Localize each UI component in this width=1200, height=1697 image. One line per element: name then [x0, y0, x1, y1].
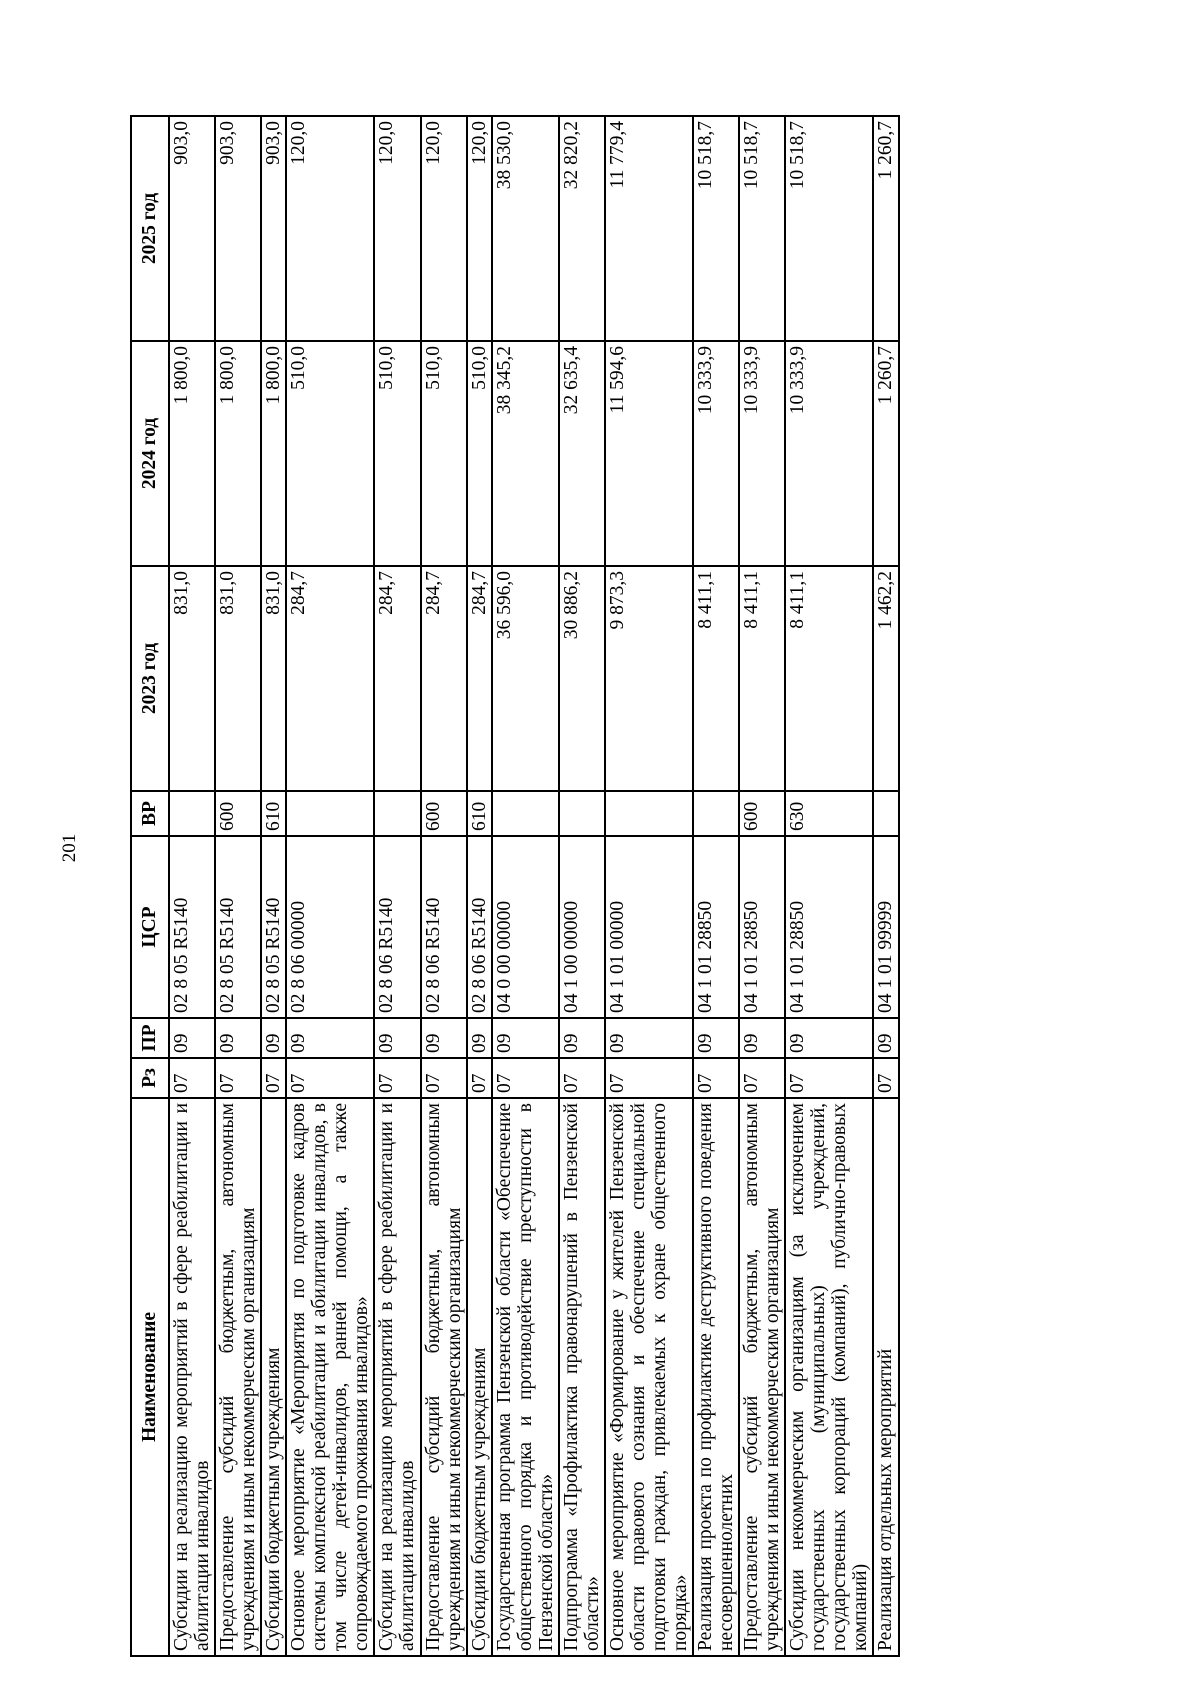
row-value-2024: 1 260,7	[873, 341, 898, 566]
row-name: Основное мероприятие «Мероприятия по подготовке кадров системы комплексной реабилитации и абилитации инвалидов, в том числе детей-инвалидов, ранней помощи, а также сопровождаемого проживания инвалидов»	[286, 1098, 374, 1656]
row-pr: 09	[492, 1018, 559, 1058]
row-name: Предоставление субсидий бюджетным, автономным учреждениям и иным некоммерческим организациям	[215, 1098, 261, 1656]
row-vr	[559, 791, 605, 836]
row-csr: 04 1 01 99999	[873, 836, 898, 1018]
row-pr: 09	[785, 1018, 873, 1058]
row-value-2025: 10 518,7	[785, 116, 873, 341]
row-value-2025: 903,0	[261, 116, 286, 341]
table-row	[739, 116, 785, 1656]
row-value-2023: 8 411,1	[739, 566, 785, 791]
budget-table	[130, 115, 900, 1657]
row-vr	[374, 791, 420, 836]
row-value-2023: 831,0	[261, 566, 286, 791]
row-csr: 04 1 00 00000	[559, 836, 605, 1018]
row-value-2025: 120,0	[374, 116, 420, 341]
row-pr: 09	[605, 1018, 693, 1058]
row-rz: 07	[467, 1058, 492, 1098]
header-csr: ЦСР	[131, 836, 169, 1018]
row-name: Реализация проекта по профилактике деструктивного поведения несовершеннолетних	[693, 1098, 739, 1656]
row-name: Предоставление субсидий бюджетным, автономным учреждениям и иным некоммерческим организациям	[739, 1098, 785, 1656]
row-csr: 04 1 01 00000	[605, 836, 693, 1018]
row-value-2024: 11 594,6	[605, 341, 693, 566]
table-row	[873, 116, 898, 1656]
row-rz: 07	[286, 1058, 374, 1098]
row-value-2024: 510,0	[286, 341, 374, 566]
row-value-2025: 11 779,4	[605, 116, 693, 341]
row-value-2025: 32 820,2	[559, 116, 605, 341]
row-rz: 07	[492, 1058, 559, 1098]
row-value-2023: 9 873,3	[605, 566, 693, 791]
row-csr: 02 8 06 R5140	[421, 836, 467, 1018]
table-header-row	[131, 116, 169, 1656]
table-row	[492, 116, 559, 1656]
row-vr: 610	[467, 791, 492, 836]
row-name: Субсидии на реализацию мероприятий в сфере реабилитации и абилитации инвалидов	[169, 1098, 215, 1656]
row-csr: 04 0 00 00000	[492, 836, 559, 1018]
row-value-2024: 510,0	[421, 341, 467, 566]
header-2025: 2025 год	[131, 116, 169, 341]
row-rz: 07	[693, 1058, 739, 1098]
row-vr	[605, 791, 693, 836]
table-row	[215, 116, 261, 1656]
row-vr	[492, 791, 559, 836]
row-value-2024: 38 345,2	[492, 341, 559, 566]
page-number: 201	[59, 833, 80, 863]
row-vr: 610	[261, 791, 286, 836]
row-pr: 09	[739, 1018, 785, 1058]
row-csr: 04 1 01 28850	[693, 836, 739, 1018]
row-vr	[286, 791, 374, 836]
table-row	[785, 116, 873, 1656]
header-2024: 2024 год	[131, 341, 169, 566]
row-name: Предоставление субсидий бюджетным, автономным учреждениям и иным некоммерческим организациям	[421, 1098, 467, 1656]
row-pr: 09	[693, 1018, 739, 1058]
table-row	[559, 116, 605, 1656]
row-name: Субсидии бюджетным учреждениям	[467, 1098, 492, 1656]
header-pr: ПР	[131, 1018, 169, 1058]
row-vr	[169, 791, 215, 836]
row-value-2025: 903,0	[215, 116, 261, 341]
row-pr: 09	[286, 1018, 374, 1058]
row-vr: 600	[739, 791, 785, 836]
row-pr: 09	[559, 1018, 605, 1058]
table-row	[421, 116, 467, 1656]
row-rz: 07	[374, 1058, 420, 1098]
header-name: Наименование	[131, 1098, 169, 1656]
row-name: Основное мероприятие «Формирование у жителей Пензенской области правового сознания и обеспечение специальной подготовки граждан, привлекаемых к охране общественного порядка»	[605, 1098, 693, 1656]
row-value-2024: 10 333,9	[693, 341, 739, 566]
table-row	[693, 116, 739, 1656]
row-value-2024: 32 635,4	[559, 341, 605, 566]
row-name: Подпрограмма «Профилактика правонарушений в Пензенской области»	[559, 1098, 605, 1656]
row-rz: 07	[559, 1058, 605, 1098]
header-vr: ВР	[131, 791, 169, 836]
row-value-2023: 284,7	[467, 566, 492, 791]
row-vr: 600	[215, 791, 261, 836]
row-value-2023: 30 886,2	[559, 566, 605, 791]
row-value-2024: 10 333,9	[739, 341, 785, 566]
table-row	[261, 116, 286, 1656]
table-row	[374, 116, 420, 1656]
row-csr: 02 8 05 R5140	[215, 836, 261, 1018]
row-value-2025: 10 518,7	[693, 116, 739, 341]
row-rz: 07	[215, 1058, 261, 1098]
row-pr: 09	[873, 1018, 898, 1058]
row-pr: 09	[261, 1018, 286, 1058]
header-rz: Рз	[131, 1058, 169, 1098]
row-pr: 09	[215, 1018, 261, 1058]
row-pr: 09	[374, 1018, 420, 1058]
table-row	[169, 116, 215, 1656]
row-name: Реализация отдельных мероприятий	[873, 1098, 898, 1656]
table-row	[467, 116, 492, 1656]
row-csr: 02 8 05 R5140	[169, 836, 215, 1018]
row-rz: 07	[739, 1058, 785, 1098]
row-value-2025: 38 530,0	[492, 116, 559, 341]
row-value-2023: 284,7	[421, 566, 467, 791]
row-value-2024: 510,0	[374, 341, 420, 566]
row-csr: 02 8 05 R5140	[261, 836, 286, 1018]
row-value-2025: 10 518,7	[739, 116, 785, 341]
row-value-2023: 1 462,2	[873, 566, 898, 791]
row-pr: 09	[421, 1018, 467, 1058]
row-name: Государственная программа Пензенской области «Обеспечение общественного порядка и противодействие преступности в Пензенской области»	[492, 1098, 559, 1656]
row-name: Субсидии некоммерческим организациям (за исключением государственных (муниципальных) учреждений, государственных корпораций (компаний), публично-правовых компаний)	[785, 1098, 873, 1656]
row-csr: 04 1 01 28850	[785, 836, 873, 1018]
row-name: Субсидии бюджетным учреждениям	[261, 1098, 286, 1656]
row-pr: 09	[467, 1018, 492, 1058]
row-value-2024: 10 333,9	[785, 341, 873, 566]
row-value-2023: 284,7	[286, 566, 374, 791]
row-rz: 07	[261, 1058, 286, 1098]
table-row	[286, 116, 374, 1656]
row-vr	[873, 791, 898, 836]
row-rz: 07	[873, 1058, 898, 1098]
row-value-2023: 8 411,1	[693, 566, 739, 791]
table-rotated-container	[130, 117, 1070, 1657]
row-rz: 07	[169, 1058, 215, 1098]
row-rz: 07	[605, 1058, 693, 1098]
row-csr: 04 1 01 28850	[739, 836, 785, 1018]
row-value-2024: 1 800,0	[261, 341, 286, 566]
row-value-2025: 120,0	[467, 116, 492, 341]
row-value-2023: 284,7	[374, 566, 420, 791]
row-pr: 09	[169, 1018, 215, 1058]
row-csr: 02 8 06 R5140	[374, 836, 420, 1018]
row-vr: 630	[785, 791, 873, 836]
row-value-2023: 831,0	[169, 566, 215, 791]
row-name: Субсидии на реализацию мероприятий в сфере реабилитации и абилитации инвалидов	[374, 1098, 420, 1656]
row-value-2024: 1 800,0	[215, 341, 261, 566]
row-value-2025: 120,0	[421, 116, 467, 341]
row-value-2023: 831,0	[215, 566, 261, 791]
table-row	[605, 116, 693, 1656]
row-value-2023: 8 411,1	[785, 566, 873, 791]
row-value-2025: 903,0	[169, 116, 215, 341]
row-value-2024: 1 800,0	[169, 341, 215, 566]
row-vr	[693, 791, 739, 836]
row-value-2025: 1 260,7	[873, 116, 898, 341]
row-value-2023: 36 596,0	[492, 566, 559, 791]
row-csr: 02 8 06 R5140	[467, 836, 492, 1018]
row-rz: 07	[785, 1058, 873, 1098]
row-value-2025: 120,0	[286, 116, 374, 341]
row-vr: 600	[421, 791, 467, 836]
header-2023: 2023 год	[131, 566, 169, 791]
row-rz: 07	[421, 1058, 467, 1098]
row-csr: 02 8 06 00000	[286, 836, 374, 1018]
row-value-2024: 510,0	[467, 341, 492, 566]
